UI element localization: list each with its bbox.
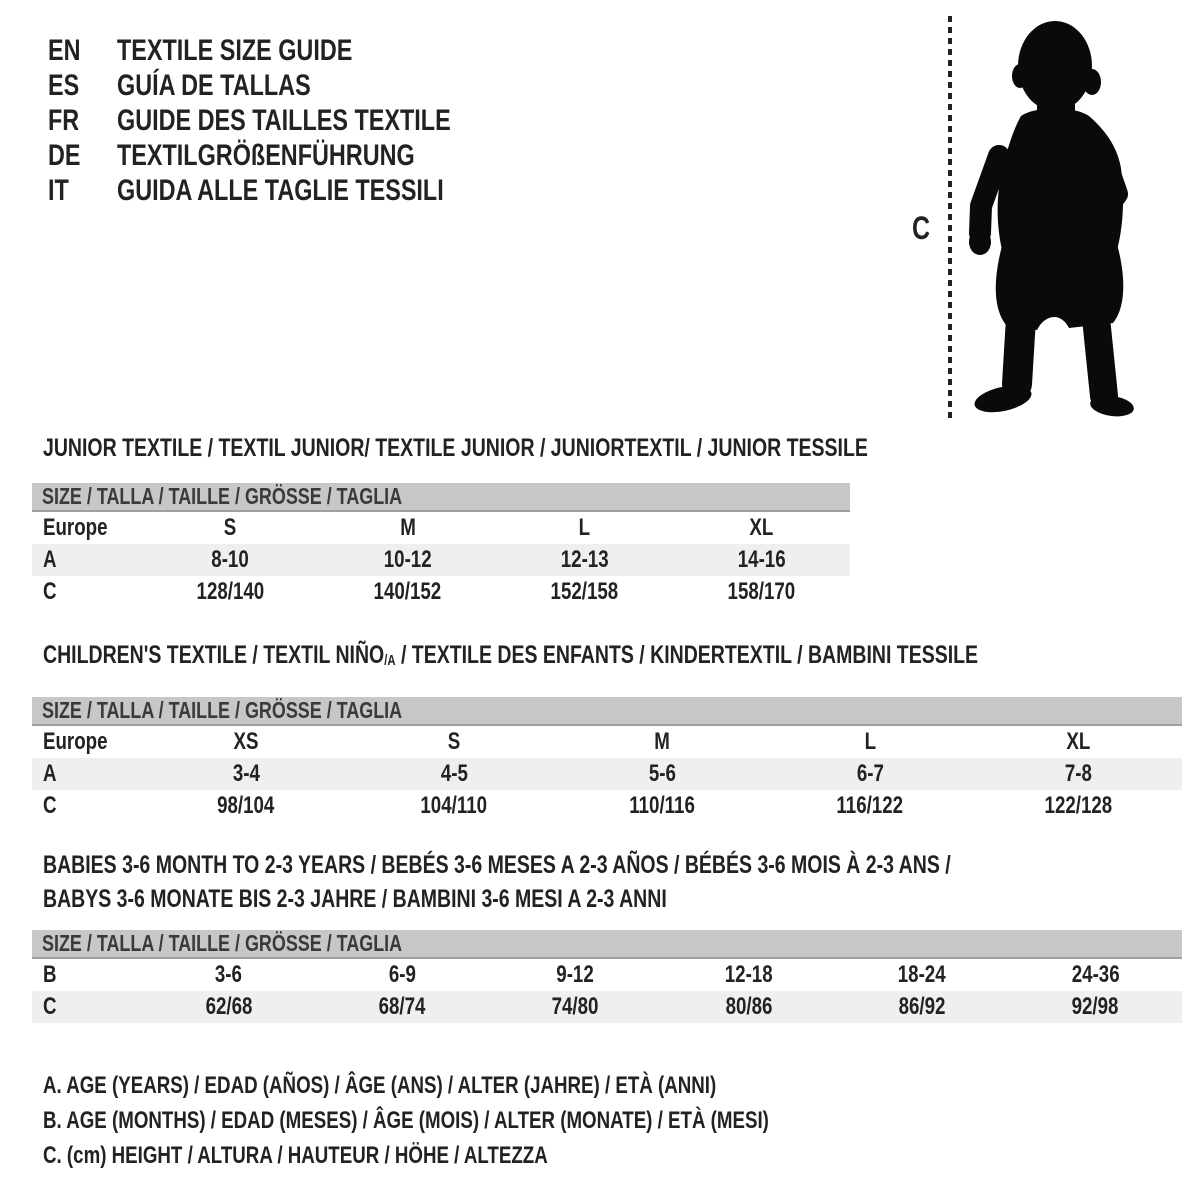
height-cell: 68/74 <box>378 993 426 1020</box>
legend-note-b: B. AGE (MONTHS) / EDAD (MESES) / ÂGE (MOIS) / ALTER (MONATE) / ETÀ (MESI) <box>43 1107 769 1134</box>
height-cell: 74/80 <box>551 993 599 1020</box>
height-measure-label: C <box>912 210 931 246</box>
age-cell: 7-8 <box>1064 760 1092 788</box>
toddler-silhouette <box>965 18 1135 418</box>
section-junior-textile <box>32 434 868 608</box>
size-cell: L <box>864 728 876 756</box>
height-cell: 86/92 <box>898 993 946 1020</box>
silhouette-leg-left <box>1017 318 1021 384</box>
children-section-title: CHILDREN'S TEXTILE / TEXTIL NIÑO/A / TEXTILE DES ENFANTS / KINDERTEXTIL / BAMBINI TESSILE <box>43 641 979 670</box>
size-cell: S <box>447 728 461 756</box>
size-cell: M <box>399 514 416 541</box>
babies-section-title-line2: BABYS 3-6 MONATE BIS 2-3 JAHRE / BAMBINI 3-6 MESI A 2-3 ANNI <box>43 885 667 913</box>
children-row-europe <box>32 726 1182 758</box>
section-children-textile <box>32 643 1182 822</box>
junior-size-header-bar: SIZE / TALLA / TAILLE / GRÖSSE / TAGLIA <box>32 483 850 512</box>
height-cell: 116/122 <box>836 792 904 820</box>
silhouette-ear-right <box>1083 69 1101 95</box>
children-size-table <box>32 726 1182 822</box>
age-cell: 6-7 <box>856 760 884 788</box>
age-cell: 3-4 <box>232 760 260 788</box>
lang-label: TEXTILGRÖßENFÜHRUNG <box>117 139 415 172</box>
age-cell: 12-13 <box>560 546 609 573</box>
lang-label: GUIDA ALLE TAGLIE TESSILI <box>117 174 444 207</box>
row-label: A <box>43 760 57 788</box>
size-cell: XL <box>749 514 774 541</box>
lang-code: DE <box>48 139 81 172</box>
height-cell: 122/128 <box>1044 792 1112 820</box>
size-cell: XS <box>233 728 259 756</box>
junior-section-title: JUNIOR TEXTILE / TEXTIL JUNIOR/ TEXTILE JUNIOR / JUNIORTEXTIL / JUNIOR TESSILE <box>43 434 868 462</box>
height-cell: 110/116 <box>629 792 695 820</box>
age-cell: 4-5 <box>440 760 468 788</box>
babies-size-header-bar: SIZE / TALLA / TAILLE / GRÖSSE / TAGLIA <box>32 930 1182 959</box>
size-cell: S <box>224 514 237 541</box>
lang-label: GUÍA DE TALLAS <box>117 69 311 102</box>
silhouette-hand-left <box>969 229 991 255</box>
height-cell: 80/86 <box>725 993 773 1020</box>
children-row-height <box>32 790 1182 822</box>
legend-note-a: A. AGE (YEARS) / EDAD (AÑOS) / ÂGE (ANS) / ALTER (JAHRE) / ETÀ (ANNI) <box>43 1072 717 1099</box>
height-cell: 128/140 <box>196 578 265 605</box>
size-cell: XL <box>1066 728 1090 756</box>
age-cell: 8-10 <box>211 546 250 573</box>
lang-code: EN <box>48 34 81 67</box>
row-label: Europe <box>43 514 108 541</box>
months-cell: 18-24 <box>898 961 946 988</box>
height-cell: 152/158 <box>550 578 619 605</box>
silhouette-arm-left <box>980 156 999 233</box>
months-cell: 24-36 <box>1071 961 1120 988</box>
row-label: Europe <box>43 728 108 756</box>
lang-code: FR <box>48 104 80 137</box>
height-cell: 104/110 <box>420 792 488 820</box>
size-cell: L <box>578 514 591 541</box>
lang-row-it <box>48 173 545 208</box>
silhouette-ear-left <box>1012 64 1028 88</box>
header-languages <box>48 33 545 208</box>
months-cell: 6-9 <box>388 961 416 988</box>
lang-row-fr <box>48 103 545 138</box>
lang-code: IT <box>48 174 69 207</box>
row-label: C <box>43 578 57 605</box>
height-dashed-line <box>948 16 952 420</box>
row-label: C <box>43 993 57 1020</box>
junior-row-age <box>32 544 850 576</box>
age-cell: 5-6 <box>648 760 676 788</box>
row-label: B <box>43 961 57 988</box>
lang-label: TEXTILE SIZE GUIDE <box>117 34 353 67</box>
lang-code: ES <box>48 69 80 102</box>
lang-row-en <box>48 33 545 68</box>
junior-row-europe <box>32 512 850 544</box>
silhouette-leg-right <box>1096 318 1104 396</box>
babies-section-title-line1: BABIES 3-6 MONTH TO 2-3 YEARS / BEBÉS 3-6 MESES A 2-3 AÑOS / BÉBÉS 3-6 MOIS À 2-3 ANS / <box>43 851 951 879</box>
lang-row-de <box>48 138 545 173</box>
height-cell: 98/104 <box>217 792 275 820</box>
legend-notes <box>43 1068 974 1173</box>
section-babies-textile <box>32 848 1182 1023</box>
row-label: C <box>43 792 57 820</box>
size-cell: M <box>654 728 670 756</box>
babies-row-months <box>32 959 1182 991</box>
junior-row-height <box>32 576 850 608</box>
babies-size-table <box>32 959 1182 1023</box>
children-size-header-bar: SIZE / TALLA / TAILLE / GRÖSSE / TAGLIA <box>32 697 1182 726</box>
age-cell: 14-16 <box>737 546 786 573</box>
junior-size-table <box>32 512 850 608</box>
lang-row-es <box>48 68 545 103</box>
legend-note-c: C. (cm) HEIGHT / ALTURA / HAUTEUR / HÖHE / ALTEZZA <box>43 1142 548 1169</box>
row-label: A <box>43 546 57 573</box>
months-cell: 12-18 <box>724 961 773 988</box>
children-row-age <box>32 758 1182 790</box>
height-cell: 62/68 <box>205 993 253 1020</box>
lang-label: GUIDE DES TAILLES TEXTILE <box>117 104 451 137</box>
height-cell: 92/98 <box>1071 993 1119 1020</box>
months-cell: 3-6 <box>215 961 243 988</box>
babies-row-height <box>32 991 1182 1023</box>
months-cell: 9-12 <box>556 961 595 988</box>
age-cell: 10-12 <box>383 546 432 573</box>
height-cell: 140/152 <box>373 578 442 605</box>
height-cell: 158/170 <box>727 578 796 605</box>
